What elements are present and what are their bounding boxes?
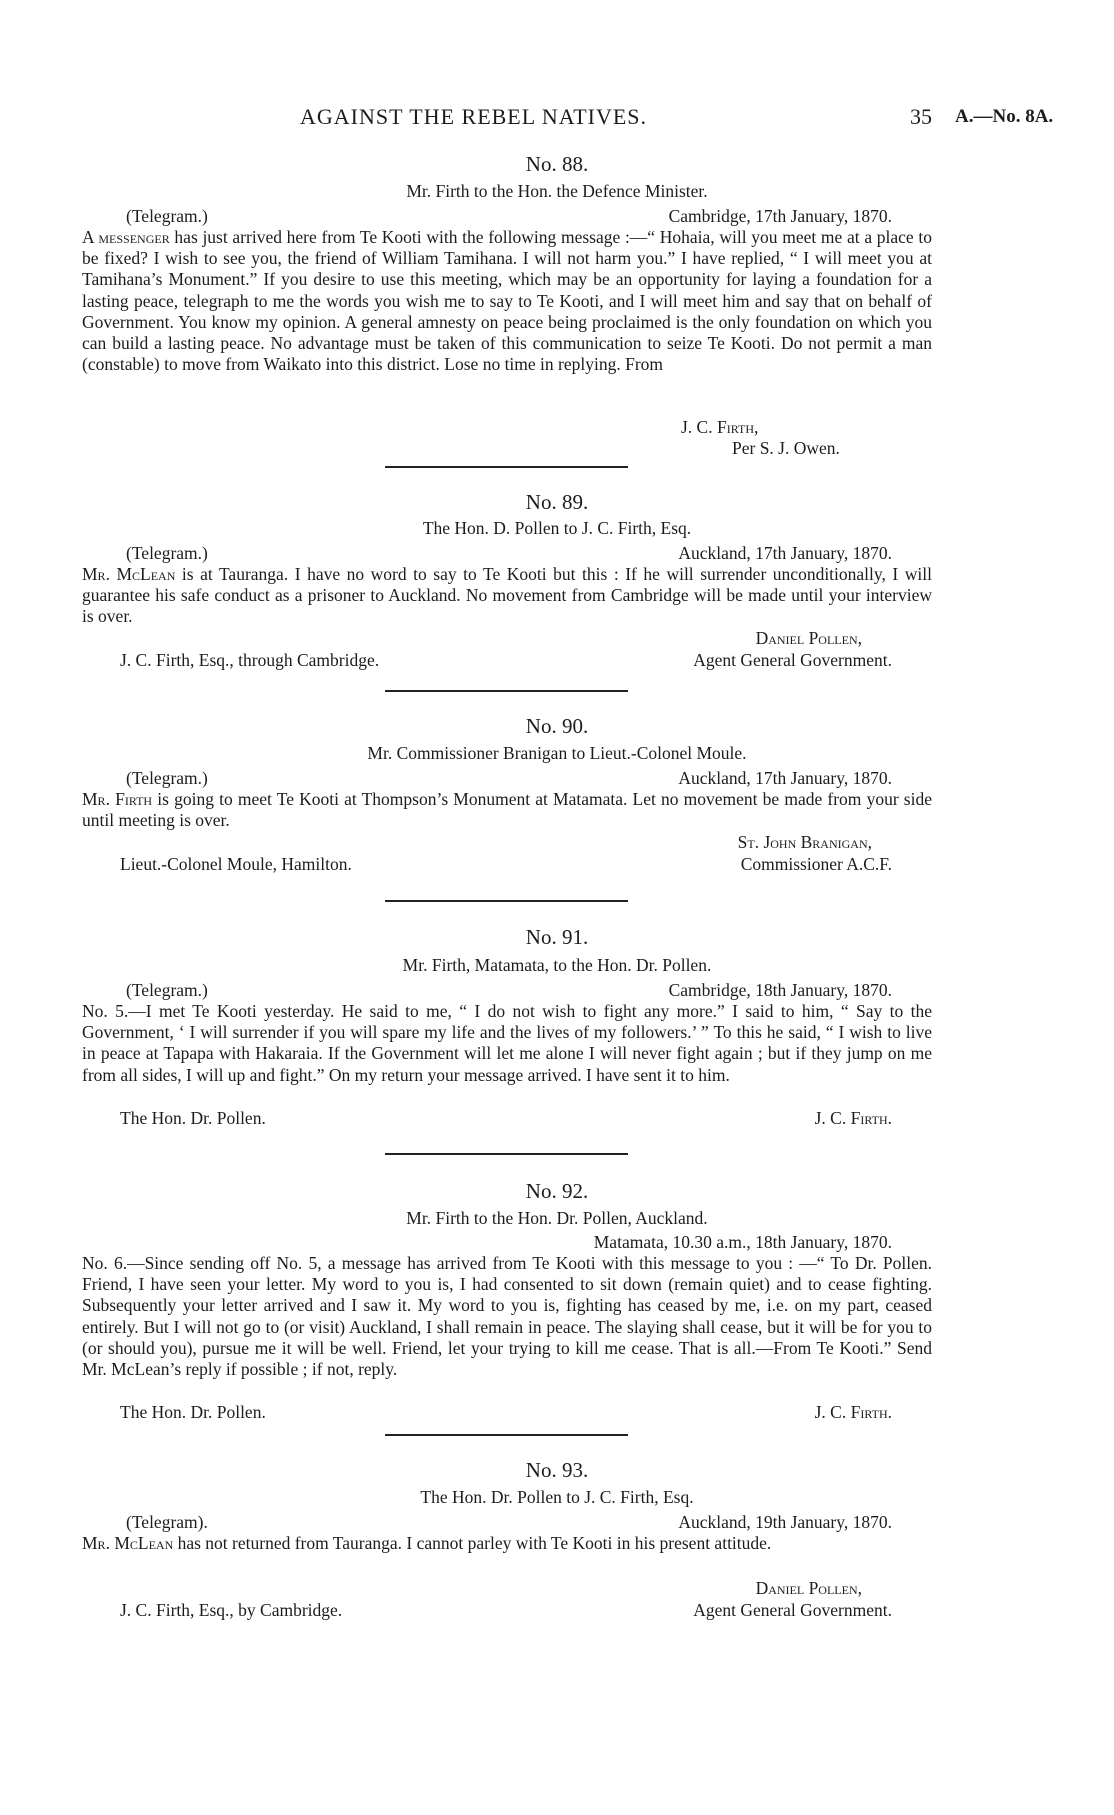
letter-88-lead: A messenger [82, 227, 170, 247]
letter-89-signature: Daniel Pollen, [755, 628, 862, 648]
letter-92-body: No. 6.—Since sending off No. 5, a message has arrived from Te Kooti with this message to you : —“ To Dr. Pollen. Friend, I have seen your letter. My word to you is, I had consented to sit down (remain quiet) and to cease fighting. Subsequently your letter arrived and I saw it. My word to you is, fighting has ceased by me, i.e. on my part, ceased entirely. But I will not go to (or visit) Auckland, I shall remain in peace. The slaying shall cease, but it will be for you to (or should you), pursue me it will be well. Friend, let your trying to kill me cease. That is all.—From Te Kooti.” Send Mr. McLean’s reply if possible ; if not, reply. [82, 1253, 932, 1380]
paper-reference: A.—No. 8A. [955, 106, 1054, 127]
letter-93-lead: Mr. McLean [82, 1533, 174, 1553]
letter-93-addressee: J. C. Firth, Esq., by Cambridge. [120, 1600, 343, 1620]
letter-91-subtitle: Mr. Firth, Matamata, to the Hon. Dr. Pollen. [402, 955, 712, 975]
letter-90-text: is going to meet Te Kooti at Thompson’s Monument at Matamata. Let no movement be made from your side until meeting is over. [82, 789, 932, 831]
letter-89-addressee: J. C. Firth, Esq., through Cambridge. [120, 650, 380, 670]
letter-93-signature-title: Agent General Government. [693, 1600, 892, 1620]
letter-93-body [82, 1533, 932, 1554]
letter-90-lead: Mr. Firth [82, 789, 153, 809]
letter-88-body [82, 227, 932, 375]
letter-88-signature-per: Per S. J. Owen. [732, 438, 840, 458]
letter-91-kind: (Telegram.) [126, 980, 208, 1000]
letter-90-signature-title: Commissioner A.C.F. [740, 854, 892, 874]
letter-93-text: has not returned from Tauranga. I cannot parley with Te Kooti in his present attitude. [177, 1533, 772, 1553]
letter-90-body [82, 789, 932, 831]
letter-93-place-date: Auckland, 19th January, 1870. [678, 1512, 892, 1532]
letter-90-addressee: Lieut.-Colonel Moule, Hamilton. [120, 854, 352, 874]
divider-rule [385, 1153, 628, 1155]
running-title: AGAINST THE REBEL NATIVES. [300, 104, 648, 129]
letter-93-signature: Daniel Pollen, [755, 1578, 862, 1598]
letter-92-number: No. 92. [525, 1179, 589, 1203]
letter-89-kind: (Telegram.) [126, 543, 208, 563]
letter-91-signature: J. C. Firth. [814, 1108, 892, 1128]
divider-rule [385, 1434, 628, 1436]
page-number: 35 [910, 104, 932, 129]
letter-89-place-date: Auckland, 17th January, 1870. [678, 543, 892, 563]
divider-rule [385, 900, 628, 902]
letter-92-signature: J. C. Firth. [814, 1402, 892, 1422]
letter-89-subtitle: The Hon. D. Pollen to J. C. Firth, Esq. [422, 518, 692, 538]
letter-91-place-date: Cambridge, 18th January, 1870. [668, 980, 892, 1000]
letter-88-text: has just arrived here from Te Kooti with the following message :—“ Hohaia, will you meet me at a place to be fixed? I wish to see you, the friend of William Tamihana. I will not harm you.” I have replied, “ I will meet you at Tamihana’s Monument.” If you desire to use this meeting, which may be an opportunity for laying a foundation for a lasting peace, telegraph to me the words you wish me to say to Te Kooti, and I will meet him and say that on behalf of Government. You know my opinion. A general amnesty on peace being proclaimed is the only foundation on which you can build a lasting peace. No advantage must be taken of this communication to seize Te Kooti. Do not permit a man (constable) to move from Waikato into this district. Lose no time in replying. From [82, 227, 932, 375]
divider-rule [385, 466, 628, 468]
letter-93-subtitle: The Hon. Dr. Pollen to J. C. Firth, Esq. [420, 1487, 694, 1507]
letter-90-subtitle: Mr. Commissioner Branigan to Lieut.-Colonel Moule. [367, 743, 747, 763]
letter-91-body: No. 5.—I met Te Kooti yesterday. He said to me, “ I do not wish to fight any more.” I said to him, “ Say to the Government, ‘ I will surrender if you will spare my life and the lives of my followers.’ ” To this he said, “ I wish to live in peace at Tapapa with Hakaraia. If the Government will let me alone I will never fight again ; but if they jump on me from all sides, I will up and fight.” On my return your message arrived. I have sent it to him. [82, 1001, 932, 1085]
letter-89-body [82, 564, 932, 628]
letter-92-subtitle: Mr. Firth to the Hon. Dr. Pollen, Auckland. [406, 1208, 708, 1228]
letter-91-number: No. 91. [525, 925, 589, 949]
letter-91-addressee: The Hon. Dr. Pollen. [120, 1108, 266, 1128]
letter-89-lead: Mr. McLean [82, 564, 176, 584]
divider-rule [385, 690, 628, 692]
letter-89-signature-title: Agent General Government. [693, 650, 892, 670]
letter-93-kind: (Telegram). [126, 1512, 208, 1532]
letter-92-place-date: Matamata, 10.30 a.m., 18th January, 1870. [593, 1232, 892, 1252]
letter-88-place-date: Cambridge, 17th January, 1870. [668, 206, 892, 226]
letter-90-signature: St. John Branigan, [737, 832, 872, 852]
letter-93-number: No. 93. [525, 1458, 589, 1482]
letter-89-number: No. 89. [525, 490, 589, 514]
letter-88-number: No. 88. [525, 152, 589, 176]
letter-88-signature: J. C. Firth, [681, 417, 759, 437]
letter-89-text: is at Tauranga. I have no word to say to Te Kooti but this : If he will surrender unconditionally, I will guarantee his safe conduct as a prisoner to Auckland. No movement from Cambridge will be made until your interview is over. [82, 564, 932, 627]
letter-90-place-date: Auckland, 17th January, 1870. [678, 768, 892, 788]
letter-92-addressee: The Hon. Dr. Pollen. [120, 1402, 266, 1422]
letter-90-number: No. 90. [525, 714, 589, 738]
letter-90-kind: (Telegram.) [126, 768, 208, 788]
letter-88-subtitle: Mr. Firth to the Hon. the Defence Minister. [406, 181, 708, 201]
letter-88-kind: (Telegram.) [126, 206, 208, 226]
